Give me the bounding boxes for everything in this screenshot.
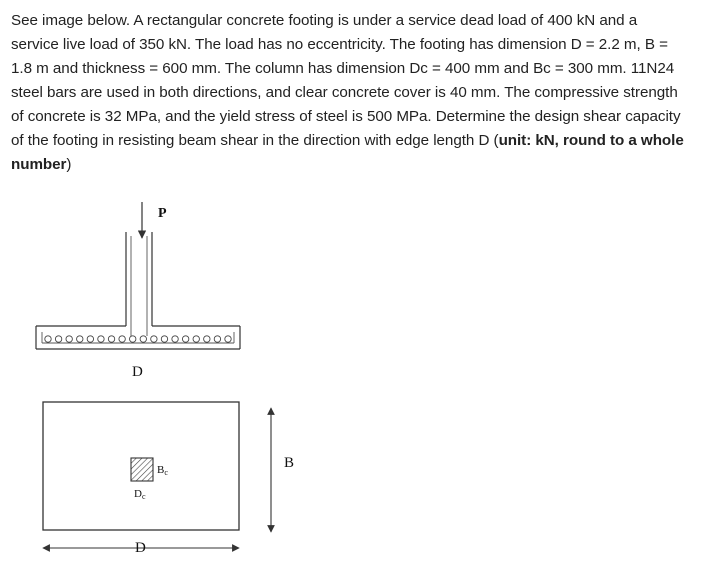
question-line-7-plain: ) — [66, 156, 72, 173]
rebar-circle — [87, 336, 93, 342]
rebar-circle — [204, 336, 210, 342]
rebar-circle — [193, 336, 199, 342]
unit-instruction: unit: kN, round to a whole — [498, 132, 684, 149]
question-line-3: 1.8 m and thickness = 600 mm. The column has dimension Dc = 400 mm and Bc = 300 mm. 11N24 — [11, 60, 675, 77]
rebar-circle — [55, 336, 61, 342]
plan-width-label: D — [135, 540, 146, 556]
elevation-dimension-label: D — [132, 364, 143, 380]
rebar-circle — [66, 336, 72, 342]
rebar-circle — [182, 336, 188, 342]
rebar-circle — [214, 336, 220, 342]
rebar-circle — [172, 336, 178, 342]
rebar-row — [45, 336, 231, 342]
rebar-circle — [77, 336, 83, 342]
column-width-label: Bc — [157, 464, 168, 477]
rebar-circle — [151, 336, 157, 342]
rebar-circle — [108, 336, 114, 342]
rebar-circle — [130, 336, 136, 342]
column-plan — [131, 458, 153, 481]
column-elevation — [126, 232, 152, 336]
load-label: P — [158, 206, 167, 221]
elevation-view — [36, 202, 240, 380]
question-line-6-plain: of the footing in resisting beam shear in the direction with edge length D ( — [11, 132, 499, 149]
rebar-circle — [119, 336, 125, 342]
rebar-circle — [140, 336, 146, 342]
question-line-4: steel bars are used in both directions, and clear concrete cover is 40 mm. The compressive strength — [11, 84, 678, 101]
rebar-circle — [225, 336, 231, 342]
question-line-2: service live load of 350 kN. The load has no eccentricity. The footing has dimension D = 2.2 m, B = — [11, 36, 668, 53]
plan-view — [43, 402, 294, 556]
rebar-circle — [161, 336, 167, 342]
rebar-circle — [98, 336, 104, 342]
plan-height-label: B — [284, 455, 295, 471]
unit-instruction-end: number — [11, 156, 67, 173]
column-depth-label: Dc — [134, 488, 146, 501]
rebar-circle — [45, 336, 51, 342]
question-line-1: See image below. A rectangular concrete footing is under a service dead load of 400 kN and a — [11, 12, 638, 29]
question-line-5: of concrete is 32 MPa, and the yield stress of steel is 500 MPa. Determine the design shear capacity — [11, 108, 681, 125]
